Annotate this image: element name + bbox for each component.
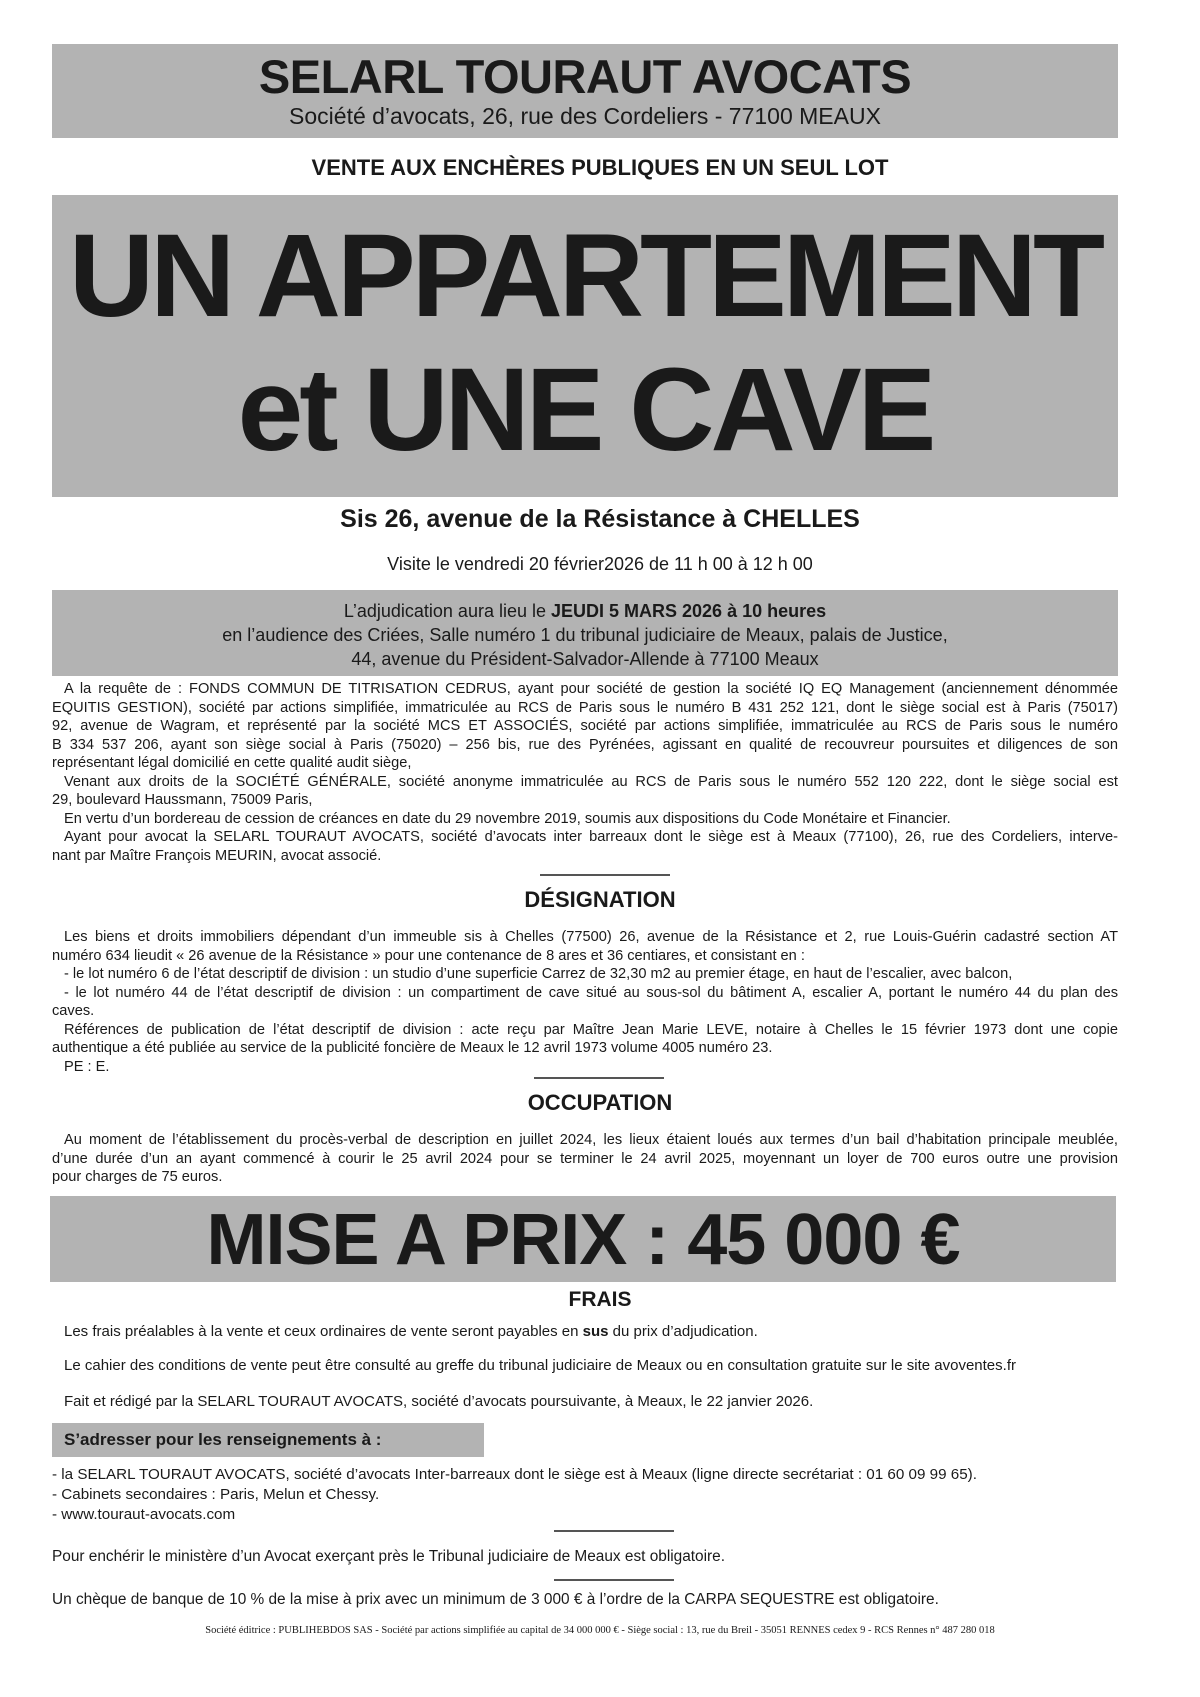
text-line: EQUITIS GESTION), société par actions simplifiée, immatriculée au RCS de Paris sous le numéro B 431 252 121, dont le siège social est à Paris (75017) (52, 699, 1118, 716)
starting-price-banner (50, 1196, 1116, 1282)
occupation-heading: OCCUPATION (527, 1090, 673, 1115)
title-line-2: et UNE CAVE (237, 344, 933, 476)
starting-price: MISE A PRIX : 45 000 € (206, 1200, 960, 1280)
frais-paragraph-2: Le cahier des conditions de vente peut être consulté au greffe du tribunal judiciaire de Meaux ou en consultation gratuite sur le site avoventes.fr (64, 1357, 1016, 1374)
adjudication-banner (52, 590, 1118, 676)
text-line: PE : E. (64, 1058, 110, 1075)
adjudication-date-line (52, 600, 1118, 622)
adjudication-prefix: L’adjudication aura lieu le (343, 601, 551, 621)
text-line: nant par Maître François MEURIN, avocat associé. (52, 847, 382, 864)
text-line: numéro 634 lieudit « 26 avenue de la Résistance » pour une contenance de 8 ares et 36 centiares, et consistant en : (52, 947, 805, 964)
frais-paragraph-3: Fait et rédigé par la SELARL TOURAUT AVOCATS, société d’avocats poursuivante, à Meaux, le 22 janvier 2026. (64, 1393, 814, 1410)
frais-p1-suffix: du prix d’adjudication. (608, 1323, 758, 1340)
firm-name: SELARL TOURAUT AVOCATS (258, 50, 912, 103)
frais-paragraph-1 (64, 1322, 758, 1342)
designation-paragraph (52, 928, 1118, 1076)
text-line: Les biens et droits immobiliers dépendant d’un immeuble sis à Chelles (77500) 26, avenue de la Résistance et 2, rue Louis-Guérin cadastré section AT (64, 929, 1118, 945)
text-line: Venant aux droits de la SOCIÉTÉ GÉNÉRALE, société anonyme immatriculée au RCS de Paris sous le numéro 552 120 222, dont le siège social est (64, 773, 1118, 790)
frais-p1-bold: sus (582, 1323, 609, 1340)
text-line: Ayant pour avocat la SELARL TOURAUT AVOCATS, société d’avocats inter barreaux dont le siège est à Meaux (77100), 26, rue des Cordeliers, interve- (64, 829, 1118, 845)
text-line: Références de publication de l’état descriptif de division : acte reçu par Maître Jean Marie LEVE, notaire à Chelles le 15 février 1973 dont une copie (64, 1021, 1118, 1038)
property-address: Sis 26, avenue de la Résistance à CHELLES (340, 505, 860, 533)
text-line: Au moment de l’établissement du procès-verbal de description en juillet 2024, les lieux étaient loués aux termes d’un bail d’habitation principale meublée, (64, 1132, 1118, 1148)
adjudication-date: JEUDI 5 MARS 2026 à 10 heures (551, 601, 827, 621)
text-line: - le lot numéro 6 de l’état descriptif de division : un studio d’une superficie Carrez de 32,30 m2 au premier étage, en haut de l’escalier, avec balcon, (64, 966, 1013, 982)
contact-website-link[interactable]: - www.touraut-avocats.com (52, 1506, 236, 1523)
text-line: d’une durée d’un an ayant commencé à courir le 25 avril 2024 pour se terminer le 24 avril 2025, moyennant un loyer de 700 euros outre une provision (52, 1150, 1118, 1167)
firm-address: Société d’avocats, 26, rue des Cordeliers - 77100 MEAUX (289, 103, 881, 129)
notice-lawyer-required: Pour enchérir le ministère d’un Avocat exerçant près le Tribunal judiciaire de Meaux est obligatoire. (52, 1548, 725, 1565)
contact-item: - Cabinets secondaires : Paris, Melun et Chessy. (52, 1486, 380, 1503)
divider (554, 1530, 674, 1532)
text-line: A la requête de : FONDS COMMUN DE TITRISATION CEDRUS, ayant pour société de gestion la société IQ EQ Management (anciennement dénommée (64, 681, 1118, 697)
notice-cheque-required: Un chèque de banque de 10 % de la mise à prix avec un minimum de 3 000 € à l’ordre de la CARPA SEQUESTRE est obligatoire. (52, 1591, 939, 1608)
designation-heading: DÉSIGNATION (524, 887, 676, 912)
adjudication-venue: en l’audience des Criées, Salle numéro 1 du tribunal judiciaire de Meaux, palais de Justice, (222, 625, 948, 645)
divider (540, 874, 670, 876)
frais-p1-prefix: Les frais préalables à la vente et ceux ordinaires de vente seront payables en (64, 1323, 583, 1340)
text-line: 92, avenue de Wagram, et représenté par la société MCS ET ASSOCIÉS, société par actions simplifiée, immatriculée au RCS de Paris sous le numéro (52, 718, 1118, 734)
text-line: caves. (52, 1003, 95, 1019)
firm-header-banner (52, 44, 1118, 138)
text-line: B 334 537 206, ayant son siège social à Paris (75020) – 256 bis, rue des Pyrénées, agissant en qualité de recouvreur poursuites et diligences de son (52, 736, 1118, 753)
divider (554, 1579, 674, 1581)
text-line: pour charges de 75 euros. (52, 1169, 223, 1185)
divider (534, 1077, 664, 1079)
occupation-paragraph (52, 1131, 1118, 1187)
text-line: authentique a été publiée au service de la publicité foncière de Meaux le 12 avril 1973 volume 4005 numéro 23. (52, 1040, 773, 1056)
text-line: - le lot numéro 44 de l’état descriptif de division : un compartiment de cave situé au sous-sol du bâtiment A, escalier A, portant le numéro 44 du plan des (64, 984, 1118, 1001)
visit-info: Visite le vendredi 20 février2026 de 11 h 00 à 12 h 00 (387, 554, 813, 574)
title-banner (52, 195, 1118, 497)
contact-banner (52, 1423, 484, 1457)
text-line: représentant légal domicilié en cette qualité audit siège, (52, 755, 412, 771)
contact-label: S’adresser pour les renseignements à : (64, 1430, 382, 1449)
title-line-1: UN APPARTEMENT (68, 210, 1102, 342)
publisher-footer: Société éditrice : PUBLIHEBDOS SAS - Société par actions simplifiée au capital de 34 000 000 € - Siège social : 13, rue du Breil - 35051 RENNES cedex 9 - RCS Rennes n° 487 280 018 (205, 1625, 995, 1636)
parties-paragraph (52, 680, 1118, 865)
text-line: En vertu d’un bordereau de cession de créances en date du 29 novembre 2019, soumis aux dispositions du Code Monétaire et Financier. (64, 810, 951, 827)
adjudication-address: 44, avenue du Président-Salvador-Allende à 77100 Meaux (351, 649, 819, 669)
text-line: 29, boulevard Haussmann, 75009 Paris, (52, 792, 313, 808)
contact-item: - la SELARL TOURAUT AVOCATS, société d’avocats Inter-barreaux dont le siège est à Meaux (ligne directe secrétariat : 01 60 09 99 65). (52, 1466, 977, 1483)
sale-type-heading: VENTE AUX ENCHÈRES PUBLIQUES EN UN SEUL LOT (311, 155, 889, 180)
frais-heading: FRAIS (568, 1288, 632, 1311)
